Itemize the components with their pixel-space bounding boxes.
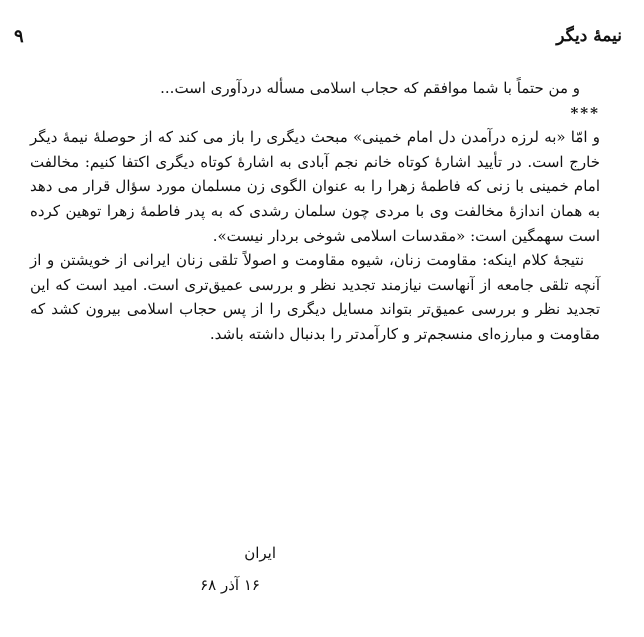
paragraph-1: و من حتماً با شما موافقم که حجاب اسلامی مسأله دردآوری است...	[160, 79, 580, 97]
paragraph-2: و امّا «به لرزه درآمدن دل امام خمینی» مبحث دیگری را باز می کند که از حوصلهٔ نیمهٔ دیگر خارج است. در تأیید اشارهٔ کوتاه خانم نجم آبادی به اشارهٔ کوتاه دیگری اکتفا کنیم: مخالفت امام خمینی با زنی که فاطمهٔ زهرا را به عنوان الگوی زن مسلمان مورد سؤال قرار می دهد به همان اندازهٔ مخالفت وی با مردی چون سلمان رشدی که به پدر فاطمهٔ زهرا توهین کرده است سهمگین است: «مقدسات اسلامی شوخی بردار نیست».	[30, 128, 600, 245]
paragraph-3: نتیجهٔ کلام اینکه: مقاومت زنان، شیوه مقاومت و اصولاً تلقی زنان ایرانی از خویشتن و از آنچه تلقی جامعه از آنهاست نیازمند تجدید نظر و بررسی عمیق‌تری است. امید است که این تجدید نظر و بررسی عمیق‌تر بتواند مسایل دیگری را از پس حجاب اسلامی بیرون کشد که مقاومت و مبارزه‌ای منسجم‌تر و کارآمدتر را بدنبال داشته باشد.	[30, 251, 600, 343]
signature-date: ۱۶ آذر ۶۸	[200, 576, 260, 594]
running-title: نیمهٔ دیگر	[556, 26, 622, 46]
section-separator: ***	[570, 103, 600, 122]
page-number: ۹	[14, 26, 24, 47]
running-header	[14, 26, 622, 50]
signature-place: ایران	[244, 544, 276, 562]
body-text	[30, 76, 600, 347]
